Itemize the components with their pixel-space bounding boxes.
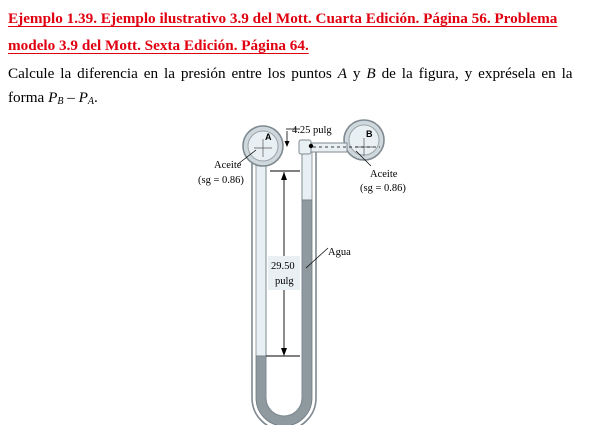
oil-right-sg: (sg = 0.86): [360, 183, 406, 194]
right-leg-oil: [302, 150, 312, 200]
dimension-arrow-4-25: [285, 141, 290, 147]
point-b-symbol: B: [366, 65, 376, 82]
left-leg-oil: [256, 150, 266, 356]
height-unit-label: pulg: [275, 276, 294, 287]
distance-label: 4.25 pulg: [292, 125, 332, 136]
oil-left-sg: (sg = 0.86): [198, 175, 244, 186]
example-heading-line-2: modelo 3.9 del Mott. Sexta Edición. Página 64.: [8, 37, 309, 54]
minus-sign: –: [63, 89, 79, 106]
statement-text-1: Calcule la diferencia en la presión entre los puntos: [8, 65, 338, 82]
statement-text-2: y: [347, 65, 367, 82]
point-a-symbol: A: [337, 65, 347, 82]
pressure-a-symbol: $P_A$: [78, 89, 95, 107]
example-heading-line-1: Ejemplo 1.39. Ejemplo ilustrativo 3.9 del Mott. Cuarta Edición. Página 56. Problema: [8, 10, 558, 27]
height-arrow-bottom: [281, 348, 287, 356]
oil-right-label: Aceite: [370, 169, 398, 180]
statement-text-4: forma: [8, 89, 49, 106]
height-value-label: 29.50: [271, 261, 295, 272]
oil-left-label: Aceite: [214, 160, 242, 171]
bulb-b-label: B: [366, 129, 373, 139]
statement-period: .: [94, 89, 98, 106]
bulb-a-label: A: [265, 132, 272, 142]
pressure-b-symbol: $P_B$: [48, 89, 64, 107]
reference-point: [309, 144, 313, 148]
statement-text-3: de la figura, y exprésela en la: [375, 65, 573, 82]
water-label: Agua: [328, 247, 351, 258]
height-arrow-top: [281, 172, 287, 180]
